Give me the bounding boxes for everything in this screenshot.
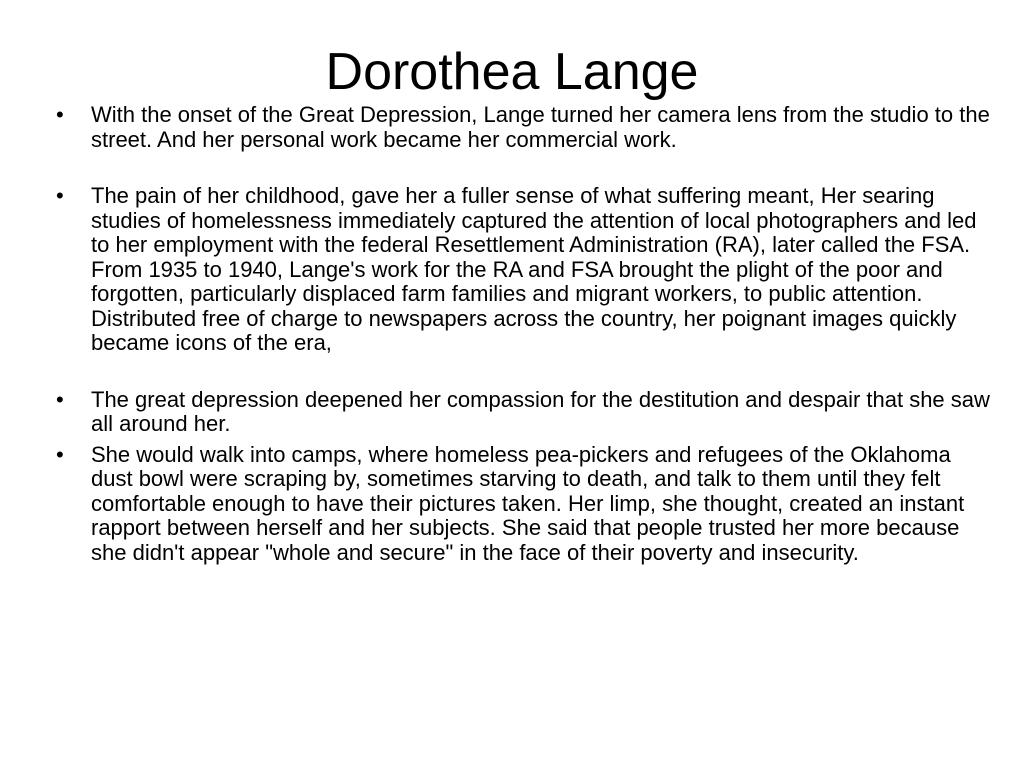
bullet-list [56, 103, 996, 565]
bullet-item [56, 443, 996, 566]
bullet-text: The great depression deepened her compassion for the destitution and despair that she saw all around her. [91, 386, 990, 436]
bullet-text: With the onset of the Great Depression, Lange turned her camera lens from the studio to the street. And her personal work became her commercial work. [91, 102, 990, 152]
bullet-text: The pain of her childhood, gave her a fuller sense of what suffering meant, Her searing studies of homelessness immediately captured the attention of local photographers and led to her employment with the federal Resettlement Administration (RA), later called the FSA. From 1935 to 1940, Lange's work for the RA and FSA brought the plight of the poor and forgotten, particularly displaced farm families and migrant workers, to public attention. Distributed free of charge to newspapers across the country, her poignant images quickly became icons of the era, [91, 183, 977, 355]
bullet-marker: • [56, 183, 64, 208]
bullet-item [56, 388, 996, 437]
bullet-item [56, 184, 996, 356]
bullet-marker: • [56, 102, 64, 127]
slide-title: Dorothea Lange [325, 43, 699, 101]
bullet-text: She would walk into camps, where homeless pea-pickers and refugees of the Oklahoma dust bowl were scraping by, sometimes starving to death, and talk to them until they felt comfortable enough to have their pictures taken. Her limp, she thought, created an instant rapport between herself and her subjects. She said that people trusted her more because she didn't appear "whole and secure" in the face of their poverty and insecurity. [91, 441, 965, 565]
bullet-item [56, 103, 996, 152]
bullet-marker: • [56, 386, 64, 412]
bullet-marker: • [56, 441, 64, 467]
